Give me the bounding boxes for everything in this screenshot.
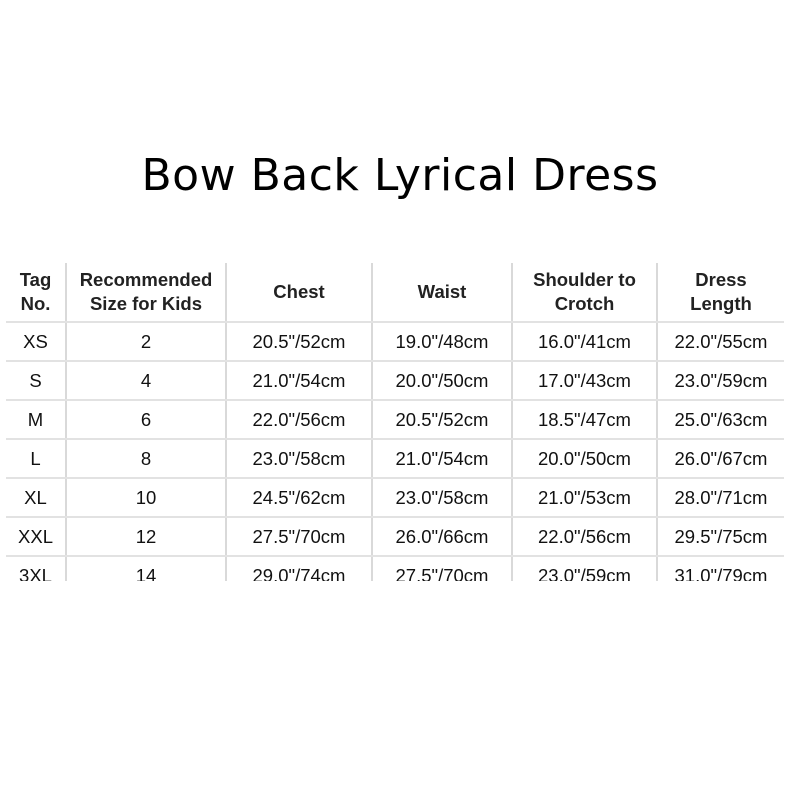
- cell-shoulder-to-crotch: 20.0"/50cm: [512, 439, 657, 478]
- table-row: [6, 556, 784, 581]
- table-row: [6, 361, 784, 400]
- header-dress-length: [657, 263, 784, 322]
- cell-waist: 27.5"/70cm: [372, 556, 512, 581]
- cell-waist: 23.0"/58cm: [372, 478, 512, 517]
- cell-waist: 20.0"/50cm: [372, 361, 512, 400]
- header-line: Tag: [19, 269, 52, 290]
- header-shoulder-to-crotch: [512, 263, 657, 322]
- header-line: Size for Kids: [89, 293, 203, 314]
- cell-dress-length: 31.0"/79cm: [657, 556, 784, 581]
- cell-kids-size: 10: [66, 478, 226, 517]
- table-row: [6, 322, 784, 361]
- cell-dress-length: 26.0"/67cm: [657, 439, 784, 478]
- cell-dress-length: 29.5"/75cm: [657, 517, 784, 556]
- cell-dress-length: 28.0"/71cm: [657, 478, 784, 517]
- header-line: Waist: [417, 281, 467, 302]
- size-chart-table: [6, 263, 784, 581]
- cell-kids-size: 4: [66, 361, 226, 400]
- table-row: [6, 439, 784, 478]
- cell-chest: 29.0"/74cm: [226, 556, 372, 581]
- cell-kids-size: 2: [66, 322, 226, 361]
- cell-dress-length: 25.0"/63cm: [657, 400, 784, 439]
- cell-tag: M: [6, 400, 66, 439]
- cell-chest: 20.5"/52cm: [226, 322, 372, 361]
- header-row: [6, 263, 784, 322]
- cell-tag: XXL: [6, 517, 66, 556]
- cell-dress-length: 23.0"/59cm: [657, 361, 784, 400]
- cell-waist: 19.0"/48cm: [372, 322, 512, 361]
- header-line: Chest: [273, 281, 325, 302]
- header-line: No.: [20, 293, 51, 314]
- cell-waist: 20.5"/52cm: [372, 400, 512, 439]
- cell-shoulder-to-crotch: 18.5"/47cm: [512, 400, 657, 439]
- cell-tag: 3XL: [6, 556, 66, 581]
- header-line: Length: [690, 293, 752, 314]
- table-row: [6, 478, 784, 517]
- cell-chest: 24.5"/62cm: [226, 478, 372, 517]
- header-recommended-size: [66, 263, 226, 322]
- header-line: Shoulder to: [533, 269, 636, 290]
- size-chart: [6, 263, 784, 581]
- header-line: Crotch: [554, 293, 615, 314]
- cell-shoulder-to-crotch: 17.0"/43cm: [512, 361, 657, 400]
- cell-shoulder-to-crotch: 23.0"/59cm: [512, 556, 657, 581]
- cell-shoulder-to-crotch: 16.0"/41cm: [512, 322, 657, 361]
- table-row: [6, 517, 784, 556]
- header-line: Dress: [695, 269, 747, 290]
- cell-shoulder-to-crotch: 21.0"/53cm: [512, 478, 657, 517]
- table-row: [6, 400, 784, 439]
- header-chest: [226, 263, 372, 322]
- cell-kids-size: 6: [66, 400, 226, 439]
- cell-chest: 27.5"/70cm: [226, 517, 372, 556]
- cell-tag: S: [6, 361, 66, 400]
- header-tag-no: [6, 263, 66, 322]
- cell-kids-size: 12: [66, 517, 226, 556]
- cell-tag: L: [6, 439, 66, 478]
- cell-chest: 22.0"/56cm: [226, 400, 372, 439]
- header-line: Recommended: [79, 269, 213, 290]
- cell-tag: XS: [6, 322, 66, 361]
- cell-waist: 21.0"/54cm: [372, 439, 512, 478]
- cell-kids-size: 14: [66, 556, 226, 581]
- cell-dress-length: 22.0"/55cm: [657, 322, 784, 361]
- header-waist: [372, 263, 512, 322]
- page-title: Bow Back Lyrical Dress: [141, 150, 659, 201]
- cell-shoulder-to-crotch: 22.0"/56cm: [512, 517, 657, 556]
- cell-chest: 23.0"/58cm: [226, 439, 372, 478]
- cell-waist: 26.0"/66cm: [372, 517, 512, 556]
- cell-tag: XL: [6, 478, 66, 517]
- cell-kids-size: 8: [66, 439, 226, 478]
- cell-chest: 21.0"/54cm: [226, 361, 372, 400]
